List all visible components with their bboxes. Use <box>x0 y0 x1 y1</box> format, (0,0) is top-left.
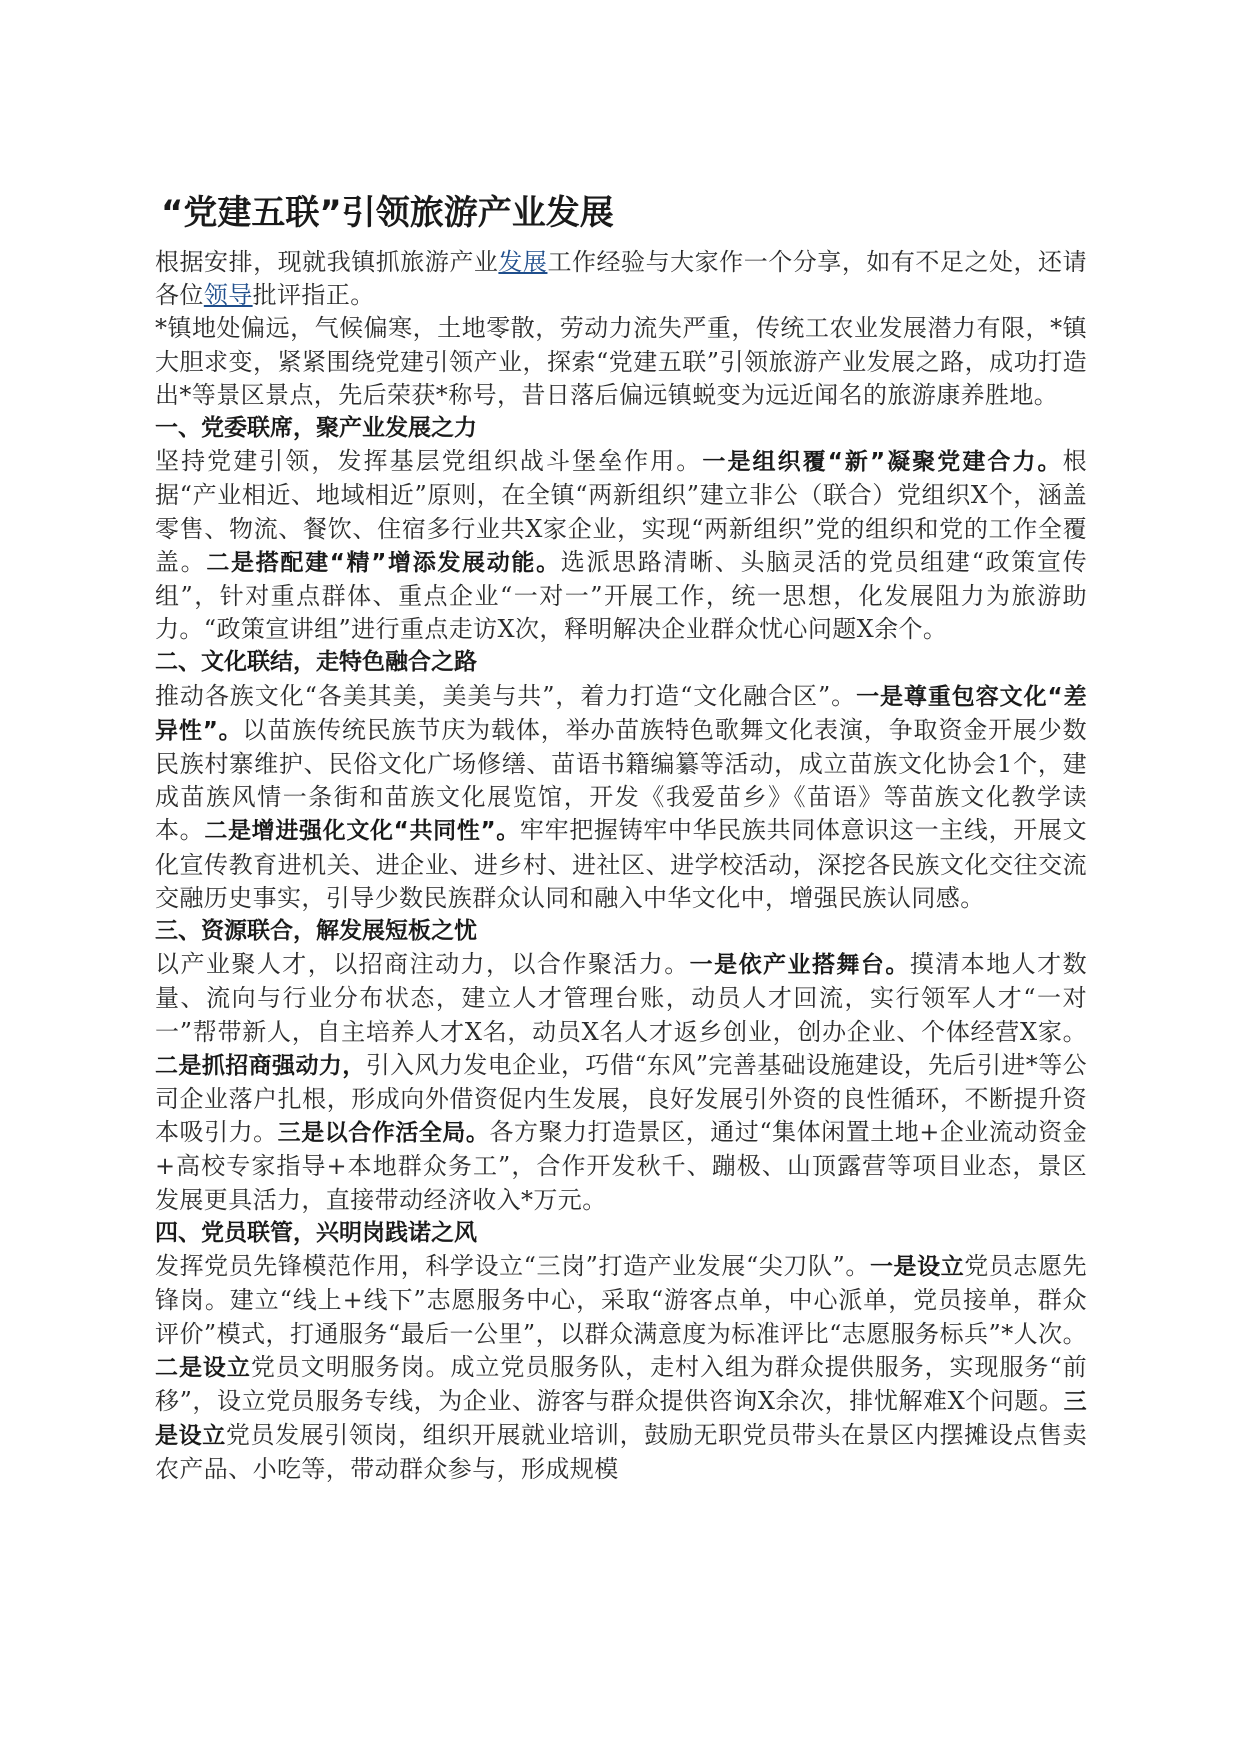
link-lingdao[interactable]: 领导 <box>203 281 253 310</box>
section-3-point-2-label: 二是抓招商强动力， <box>155 1052 366 1079</box>
section-3-lead: 以产业聚人才，以招商注动力，以合作聚活力。 <box>155 950 690 979</box>
section-body-2 <box>155 680 1087 915</box>
section-2-point-2-label: 二是增进强化文化“共同性”。 <box>204 818 520 845</box>
section-2-lead: 推动各族文化“各美其美，美美与共”，着力打造“文化融合区”。 <box>155 681 857 710</box>
section-3-point-3-label: 三是以合作活全局。 <box>277 1120 490 1147</box>
section-heading-4: 四、党员联管，兴明岗践诺之风 <box>155 1219 477 1246</box>
section-1-lead: 坚持党建引领，发挥基层党组织战斗堡垒作用。 <box>155 447 703 476</box>
intro-paragraph-1 <box>155 246 1087 312</box>
section-4-point-1-text: 党员志愿先锋岗。建立“线上+线下”志愿服务中心，采取“游客点单，中心派单，党员接单，群众评价”模式，打通服务“最后一公里”，以群众满意度为标准评比“志愿服务标兵”*人次。 <box>155 1252 1087 1348</box>
section-1-point-2-label: 二是搭配建“精”增添发展动能。 <box>206 549 561 576</box>
section-1-point-1-label: 一是组织覆“新”凝聚党建合力。 <box>702 449 1063 476</box>
section-4-point-3-label: 三是设立 <box>155 1388 1087 1450</box>
section-4-point-1-label: 一是设立 <box>869 1254 965 1281</box>
intro-text-c: 批评指正。 <box>252 281 375 310</box>
section-1-point-2-text: 选派思路清晰、头脑灵活的党员组建“政策宣传组”，针对重点群体、重点企业“一对一”开展工作，统一思想，化发展阻力为旅游助力。“政策宣讲组”进行重点走访X次，释明解决企业群众忧心问题X余个。 <box>155 547 1087 644</box>
section-heading-3: 三、资源联合，解发展短板之忧 <box>155 918 477 945</box>
intro-text-a: 根据安排，现就我镇抓旅游产业 <box>155 248 499 276</box>
document-page <box>155 190 1087 1487</box>
section-4-point-2-text: 党员文明服务岗。成立党员服务队，走村入组为群众提供服务，实现服务“前移”，设立党员服务专线，为企业、游客与群众提供咨询X余次，排忧解难X个问题。 <box>155 1352 1087 1415</box>
intro-text-b: 工作经验与大家作一个分享，如有不足之处，还请各位 <box>155 248 1087 310</box>
section-body-1 <box>155 445 1087 646</box>
section-3-point-3-text: 各方聚力打造景区，通过“集体闲置土地+企业流动资金+高校专家指导+本地群众务工”，合作开发秋千、蹦极、山顶露营等项目业态，景区发展更具活力，直接带动经济收入*万元。 <box>155 1118 1088 1214</box>
section-heading-2: 二、文化联结，走特色融合之路 <box>155 649 477 676</box>
section-2-point-2-text: 牢牢把握铸牢中华民族共同体意识这一主线，开展文化宣传教育进机关、进企业、进乡村、进社区、进学校活动，深挖各民族文化交往交流交融历史事实，引导少数民族群众认同和融入中华文化中，增强民族认同感。 <box>155 816 1087 912</box>
section-3-point-1-text: 摸清本地人才数量、流向与行业分布状态，建立人才管理台账，动员人才回流，实行领军人才“一对一”帮带新人，自主培养人才X名，动员X名人才返乡创业，创办企业、个体经营X家。 <box>155 950 1087 1046</box>
section-3-point-2-text: 引入风力发电企业，巧借“东风”完善基础设施建设，先后引进*等公司企业落户扎根，形成向外借资促内生发展，良好发展引外资的良性循环，不断提升资本吸引力。 <box>155 1050 1088 1147</box>
section-body-4 <box>155 1250 1087 1486</box>
section-2-point-1-text: 以苗族传统民族节庆为载体，举办苗族特色歌舞文化表演，争取资金开展少数民族村寨维护、民俗文化广场修缮、苗语书籍编纂等活动，成立苗族文化协会1个，建成苗族风情一条街和苗族文化展览馆，开发《我爱苗乡》《苗语》等苗族文化教学读本。 <box>155 715 1087 845</box>
section-heading-1: 一、党委联席，聚产业发展之力 <box>155 415 477 442</box>
document-title: “党建五联”引领旅游产业发展 <box>161 193 614 233</box>
link-fazhan[interactable]: 发展 <box>498 248 548 276</box>
section-4-point-3-text: 党员发展引领岗，组织开展就业培训，鼓励无职党员带头在景区内摆摊设点售卖农产品、小吃等，带动群众参与，形成规模 <box>155 1421 1088 1484</box>
section-2-point-1-label: 一是尊重包容文化“差异性”。 <box>155 683 1087 744</box>
section-body-3 <box>155 948 1087 1217</box>
section-1-point-1-text: 根据“产业相近、地域相近”原则，在全镇“两新组织”建立非公（联合）党组织X个，涵盖零售、物流、餐饮、住宿多行业共X家企业，实现“两新组织”党的组织和党的工作全覆盖。 <box>155 447 1087 576</box>
section-4-lead: 发挥党员先锋模范作用，科学设立“三岗”打造产业发展“尖刀队”。 <box>155 1252 870 1281</box>
intro-paragraph-2: *镇地处偏远，气候偏寒，土地零散，劳动力流失严重，传统工农业发展潜力有限，*镇大胆求变，紧紧围绕党建引领产业，探索“党建五联”引领旅游产业发展之路，成功打造出*等景区景点，先后荣获*称号，昔日落后偏远镇蜕变为远近闻名的旅游康养胜地。 <box>155 314 1087 409</box>
section-3-point-1-label: 一是依产业搭舞台。 <box>689 952 910 979</box>
section-4-point-2-label: 二是设立 <box>155 1354 251 1381</box>
